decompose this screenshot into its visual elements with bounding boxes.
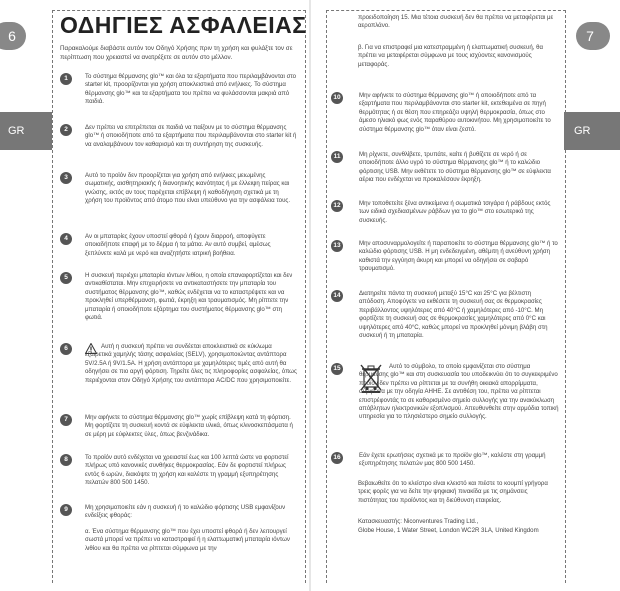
item-text: α. Ένα σύστημα θέρμανσης glo™ που έχει υποστεί φθορά ή δεν λειτουργεί σωστά μπορεί να πρέπει να καταστραφεί ή η ελαττωματική μπαταρία ιόντων λιθίου και θα πρέπει να ρίπτεται σύμφωνα με την bbox=[85, 528, 290, 552]
item-number: 12 bbox=[331, 200, 343, 212]
item-number: 6 bbox=[60, 343, 72, 355]
item-number: 15 bbox=[331, 363, 343, 375]
item-number: 9 bbox=[60, 504, 72, 516]
item-text: Μην αποσυναρμολογείτε ή παραποιείτε το σύστημα θέρμανσης glo™ ή το καλώδιο φόρτισης USB. Η μη ενδεδειγμένη, αθέμιτη ή ανεύθυνη χρήση καθιστά την εγγύηση άκυρη και μπορεί να οδηγήσει σε σοβαρό τραυματισμό. bbox=[359, 240, 558, 273]
item-number: 8 bbox=[60, 454, 72, 466]
page-title: ΟΔΗΓΙΕΣ ΑΣΦΑΛΕΙΑΣ bbox=[60, 12, 307, 38]
item-text: Το προϊόν αυτό ενδέχεται να χρειαστεί έως και 100 λεπτά ώστε να φορτιστεί πλήρως υπό κανονικές συνθήκες θερμοκρασίας. Εάν δε φορτιστεί πλήρως εντός 6 ωρών, διακόψτε τη χρήση και καλέστε τη γραμμή εξυπηρέτησης πελατών 800 500 1450. bbox=[85, 454, 289, 487]
item-number: 14 bbox=[331, 290, 343, 302]
item-number: 11 bbox=[331, 151, 343, 163]
item-text: Μην τοποθετείτε ξένα αντικείμενα ή σωματικά τσιγάρα ή ράβδους εκτός των ειδικά σχεδιασμένων ράβδων για το glo™ στο εσωτερικό της συσκευής. bbox=[359, 200, 551, 224]
page-number-right: 7 bbox=[576, 22, 610, 50]
address-line: Globe House, 1 Water Street, London WC2R 3LA, United Kingdom bbox=[358, 527, 539, 534]
item-text: Εάν έχετε ερωτήσεις σχετικά με το προϊόν glo™, καλέστε στη γραμμή εξυπηρέτησης πελατών μας 800 500 1450. bbox=[359, 452, 546, 468]
item-text: Διατηρείτε πάντα τη συσκευή μεταξύ 15°C και 25°C για βέλτιστη απόδοση. Αποφύγετε να εκθέσετε τη συσκευή σας σε θερμοκρασίες περιβάλλοντος υψηλότερες από 40°C ή χαμηλότερες από -10°C. Μη φορτίζετε τη συσκευή σας σε θερμοκρασίες χαμηλότερες από 0°C και υψηλότερες από 40°C, καθώς μπορεί να προκληθεί μόνιμη βλάβη στη συσκευή ή τη μπαταρία. bbox=[359, 290, 548, 340]
item-text: Δεν πρέπει να επιτρέπεται σε παιδιά να παίζουν με το σύστημα θέρμανσης glo™ ή οποιοδήποτε από τα εξαρτήματα που περιλαμβάνονται στο starter kit ή να αναλαμβάνουν τον καθαρισμό και τη συντήρηση της συσκευής. bbox=[85, 124, 297, 148]
manufacturer-line: Κατασκευαστής: Niconventures Trading Ltd., bbox=[358, 518, 479, 525]
language-tab-left: GR bbox=[0, 112, 52, 150]
closing-paragraph: Βεβαιωθείτε ότι το κλείστρο είναι κλειστό και πιέστε το κουμπί γρήγορα τρεις φορές για να δείτε την ψηφιακή πινακίδα με τις σημάνσεις πιστότητας του προϊόντος και τη διεύθυνση εταιρείας. bbox=[358, 480, 548, 504]
page-number-left: 6 bbox=[0, 22, 26, 50]
item-number: 13 bbox=[331, 240, 343, 252]
item-number: 10 bbox=[331, 92, 343, 104]
language-tab-right: GR bbox=[564, 112, 620, 150]
item-text: Μη ρίχνετε, συνθλίβετε, τρυπάτε, καίτε ή βυθίζετε σε νερό ή σε οποιοδήποτε άλλο υγρό το σύστημα θέρμανσης glo™ ή το καλώδιο φόρτισης USB. Μην εκθέτετε το σύστημα θέρμανσης glo™ σε εύφλεκτα αέρια που ενδέχεται να προκαλέσουν έκρηξη. bbox=[359, 151, 551, 184]
item-text: Μη χρησιμοποιείτε εάν η συσκευή ή το καλώδιο φόρτισης USB εμφανίζουν ενδείξεις φθοράς: bbox=[85, 504, 286, 520]
item-text: Αυτό το σύμβολο, το οποίο εμφανίζεται στο σύστημα θέρμανσης glo™ και στη συσκευασία του υποδεικνύει ότι το συγκεκριμένο προϊόν δεν πρέπει να ρίπτεται με τα συνήθη οικιακά απορρίμματα, σύμφωνα με την οδηγία ΑΗΗΕ. Σε αντιθέση του, πρέπει να ρίπτεται επιστρέφοντάς το σε καθορισμένο σημείο συλλογής για την ανακύκλωση απόβλητων ηλεκτρονικών εξοπλισμού. Απευθυνθείτε στην αρμόδια τοπική υπηρεσία για το πλησιέστερο σημείο συλλογής. bbox=[359, 363, 559, 421]
item-text: Μην αφήνετε το σύστημα θέρμανσης glo™ ή οποιοδήποτε από τα εξαρτήματα που περιλαμβάνονται στο starter kit, εκτεθειμένα σε πηγή θερμότητας ή σε θέση που επηρεάζει υψηλή θερμοκρασία, όπως στο άμεσο ηλιακό φως ενός παραθύρου αυτοκινήτου. Μη χρησιμοποιείτε το σύστημα θέρμανσης glo™ όταν είναι ζεστό. bbox=[359, 92, 551, 133]
item-text: Το σύστημα θέρμανσης glo™ και όλα τα εξαρτήματα που περιλαμβάνονται στο starter kit, προορίζονται για χρήση αποκλειστικά από ενήλικες. Το σύστημα θέρμανσης glo™ και τα εξαρτήματα του πρέπει να φυλάσσονται μακριά από παιδιά. bbox=[85, 73, 297, 106]
item-number: 5 bbox=[60, 272, 72, 284]
item-number: 16 bbox=[331, 452, 343, 464]
item-9b-text: β. Για να επιστραφεί μια κατεστραμμένη ή ελαττωματική συσκευή, θα πρέπει να μεταφέρεται σύμφωνα με τους ισχύοντες κανονισμούς μεταφοράς. bbox=[358, 44, 544, 68]
item-number: 3 bbox=[60, 172, 72, 184]
item-number: 4 bbox=[60, 233, 72, 245]
item-text: Αυτό το προϊόν δεν προορίζεται για χρήση από ενήλικες μειωμένης σωματικής, αισθητηριακής ή διανοητικής ικανότητας ή με έλλειψη πείρας και γνώσης, εκτός αν τους παρέχεται επίβλεψη ή καθοδήγηση σχετικά με τη χρήση του προϊόντος από άτομο που είναι υπεύθυνο για την ασφάλεια τους. bbox=[85, 172, 291, 205]
item-text: Η συσκευή περιέχει μπαταρία ιόντων λιθίου, η οποία επαναφορτίζεται και δεν αντικαθίσταται. Μην επιχειρήσετε να αντικαταστήσετε την μπαταρία του συστήματος θέρμανσης glo™, καθώς ενδέχεται να το καταστρέψετε και να προκληθεί υπερθέρμανση, φωτιά, έκρηξη και τραυματισμός. Μη ρίπτετε την μπαταρία ή οποιοδήποτε εξάρτημα του συστήματος θέρμανσης glo™ στη φωτιά. bbox=[85, 272, 293, 322]
continued-text: προειδοποίηση 15. Μια τέτοια συσκευή δεν θα πρέπει να μεταφέρεται με αεροπλάνο. bbox=[358, 14, 554, 30]
page-fold bbox=[309, 0, 311, 591]
intro-paragraph: Παρακαλούμε διαβάστε αυτόν τον Οδηγό Χρήσης πριν τη χρήση και φυλάξτε τον σε περίπτωση που χρειαστεί να ανατρέξετε σε αυτόν στο μέλλον. bbox=[60, 45, 293, 61]
item-number: 2 bbox=[60, 124, 72, 136]
item-number: 7 bbox=[60, 414, 72, 426]
item-text: Μην αφήνετε το σύστημα θέρμανσης glo™ χωρίς επίβλεψη κατά τη φόρτιση. Μη φορτίζετε τη συσκευή κοντά σε εύφλεκτα υλικά, όπως κλινοσκεπάσματα ή σε μέρη με εύφλεκτες ύλες, όπως βενζινάδικα. bbox=[85, 414, 293, 438]
item-text: Αν οι μπαταρίες έχουν υποστεί φθορά ή έχουν διαρροή, αποφύγετε οποιαδήποτε επαφή με το δέρμα ή τα μάτια. Αν αυτό συμβεί, αμέσως ξεπλύνετε καλά με νερό και αναζητήστε ιατρική βοήθεια. bbox=[85, 233, 271, 257]
item-number: 1 bbox=[60, 73, 72, 85]
item-text: Αυτή η συσκευή πρέπει να συνδέεται αποκλειστικά σε κύκλωμα εξαιρετικά χαμηλής τάσης ασφαλείας (SELV), χρησιμοποιώντας αντάπτορα 5V/2.5A ή 9V/1.5A. Η χρήση αντάπτορα με χαμηλότερες τιμές από αυτή θα οδηγήσει σε πιο αργή φόρτιση. Τηρείτε όλες τις πληροφορίες ασφαλείας, όπως περιέχονται στον Οδηγό Χρήσης του αντάπτορα AC/DC που χρησιμοποιείτε. bbox=[85, 343, 297, 384]
